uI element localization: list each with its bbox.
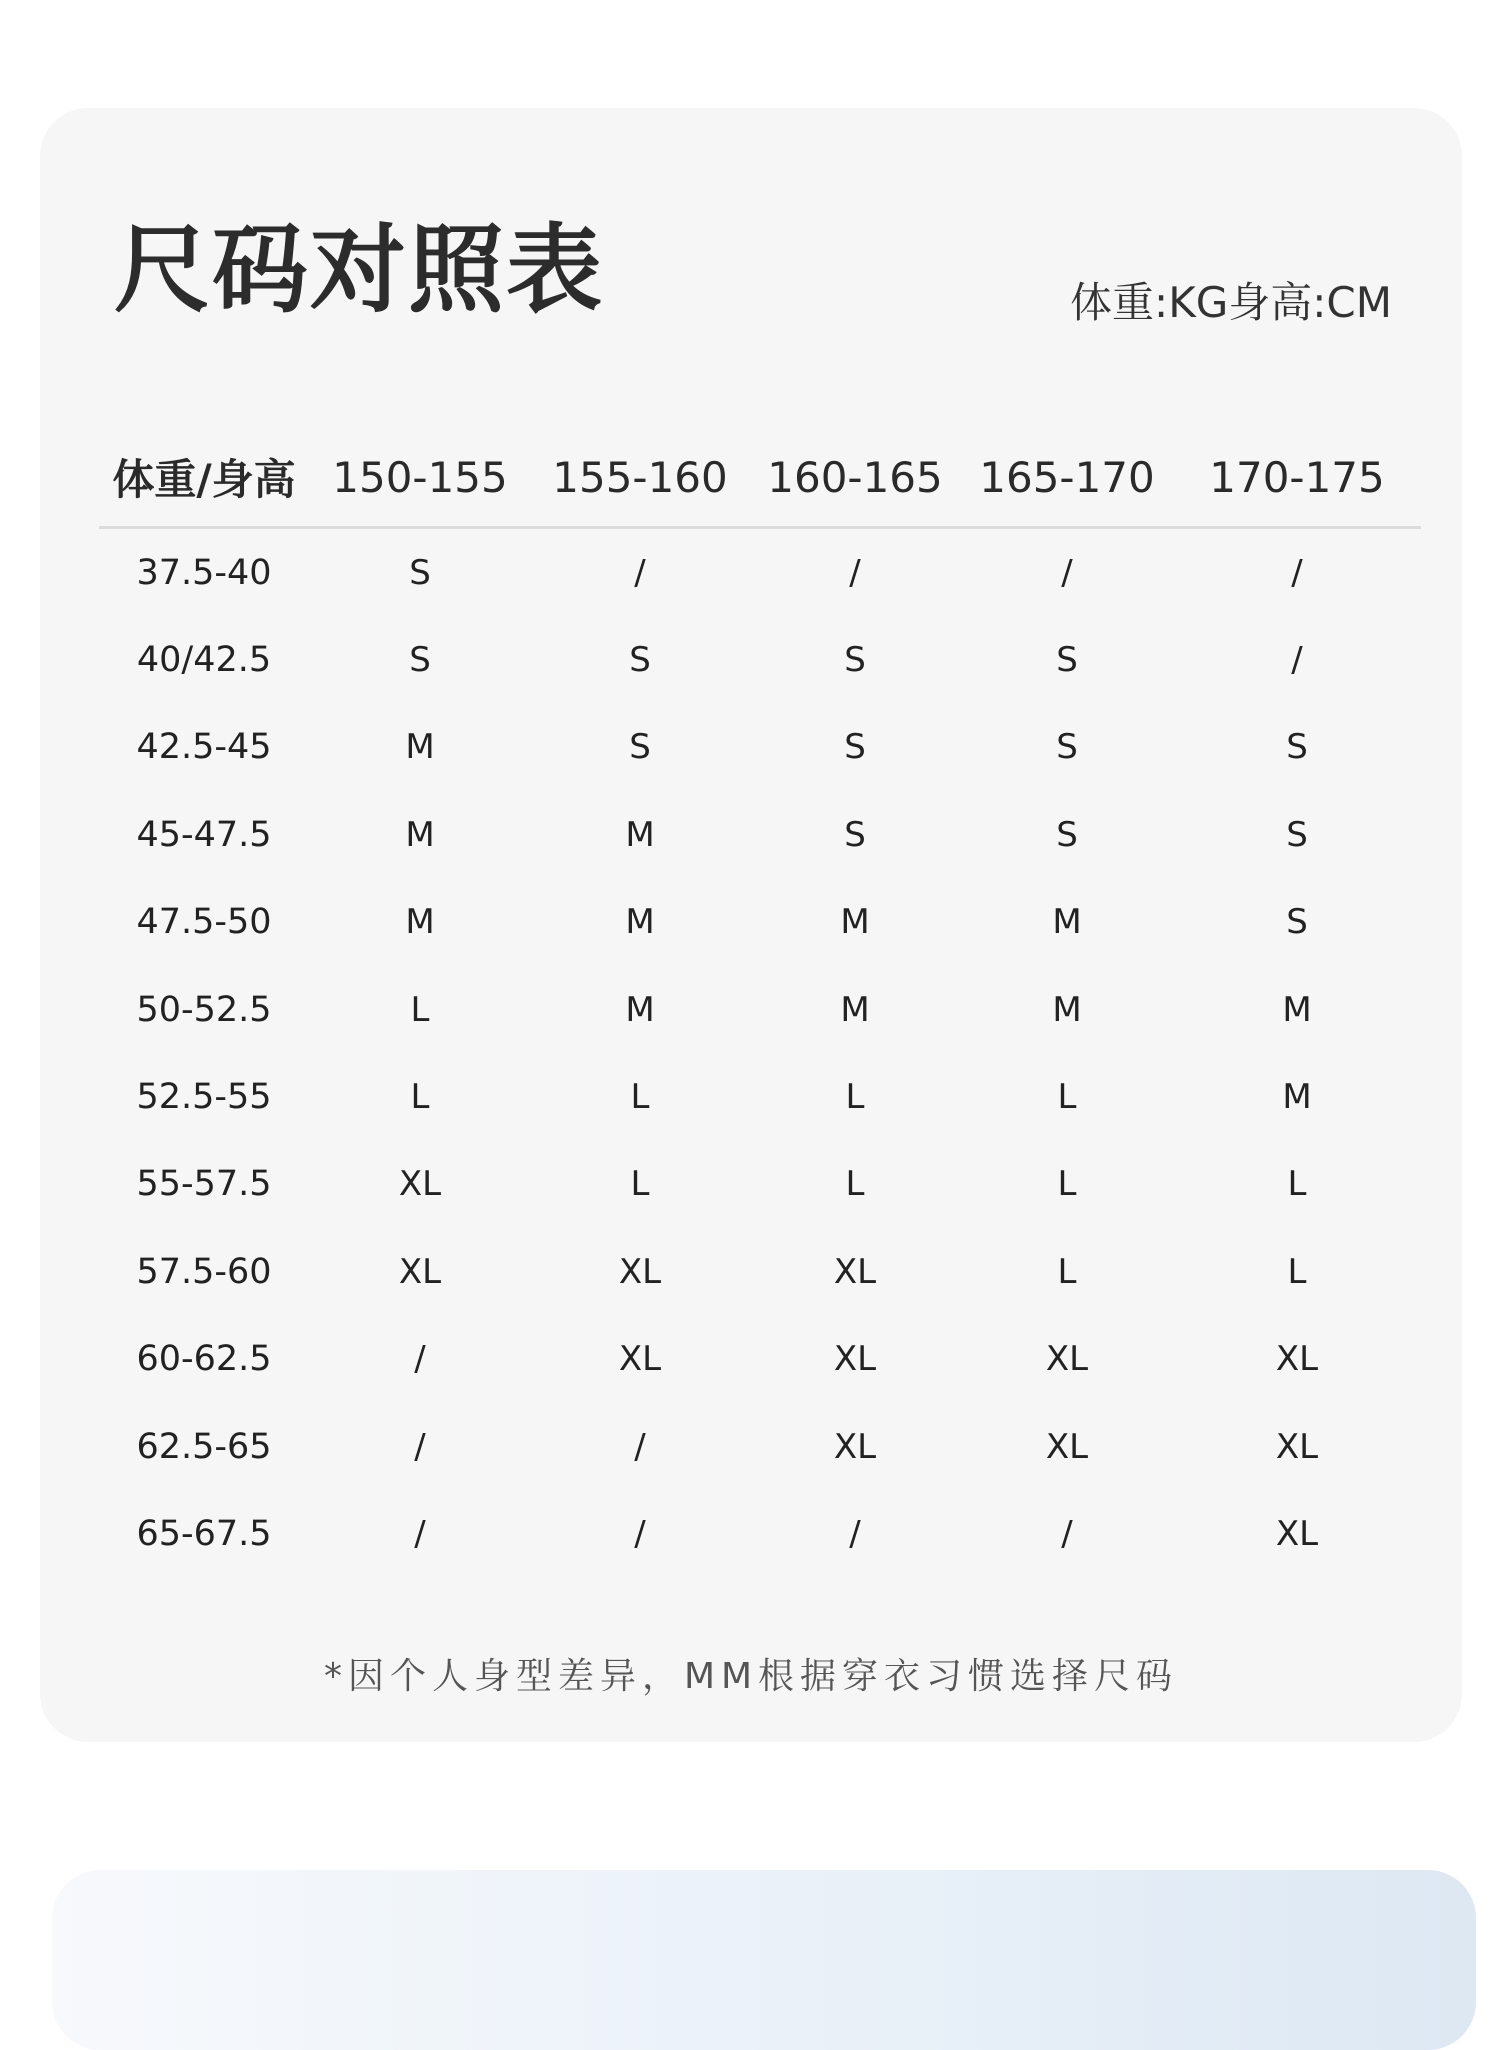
size-cell: / <box>849 552 861 593</box>
size-cell: S <box>1286 727 1308 768</box>
size-cell: / <box>1291 640 1303 681</box>
size-chart-card <box>40 108 1462 1742</box>
page-title: 尺码对照表 <box>114 214 604 326</box>
size-cell: / <box>634 1513 646 1554</box>
table-corner-header: 体重/身高 <box>99 428 309 528</box>
size-cell: S <box>1056 727 1078 768</box>
next-section-panel <box>52 1870 1476 2050</box>
size-cell: XL <box>833 1339 877 1380</box>
weight-cell: 60-62.5 <box>136 1339 272 1380</box>
height-header: 170-175 <box>1173 428 1421 528</box>
table-row <box>99 1490 1421 1577</box>
size-cell: S <box>844 814 866 855</box>
size-cell: XL <box>398 1164 442 1205</box>
weight-cell: 42.5-45 <box>136 727 272 768</box>
size-cell: / <box>1061 1513 1073 1554</box>
size-cell: / <box>414 1426 426 1467</box>
table-header-row <box>99 428 1421 528</box>
size-cell: / <box>414 1513 426 1554</box>
table-row <box>99 1403 1421 1490</box>
table-row <box>99 1316 1421 1403</box>
size-cell: M <box>1282 1077 1312 1118</box>
size-cell: XL <box>1275 1426 1319 1467</box>
height-header: 155-160 <box>531 428 749 528</box>
size-cell: L <box>845 1164 865 1205</box>
weight-cell: 57.5-60 <box>136 1251 272 1292</box>
table-row <box>99 704 1421 791</box>
size-cell: XL <box>1275 1513 1319 1554</box>
size-cell: M <box>1052 989 1082 1030</box>
weight-cell: 52.5-55 <box>136 1077 272 1118</box>
size-cell: S <box>844 640 866 681</box>
size-cell: S <box>844 727 866 768</box>
size-cell: M <box>625 814 655 855</box>
weight-cell: 65-67.5 <box>136 1513 272 1554</box>
size-table <box>99 428 1421 1578</box>
size-cell: XL <box>1275 1339 1319 1380</box>
size-cell: / <box>414 1339 426 1380</box>
table-row <box>99 1141 1421 1228</box>
size-cell: S <box>1056 814 1078 855</box>
size-cell: S <box>409 640 431 681</box>
size-cell: S <box>1286 902 1308 943</box>
weight-cell: 50-52.5 <box>136 989 272 1030</box>
size-cell: S <box>409 552 431 593</box>
size-cell: M <box>405 727 435 768</box>
size-cell: M <box>840 902 870 943</box>
size-cell: XL <box>618 1339 662 1380</box>
size-cell: L <box>1057 1164 1077 1205</box>
weight-cell: 47.5-50 <box>136 902 272 943</box>
table-row <box>99 1053 1421 1140</box>
table-row <box>99 879 1421 966</box>
size-cell: / <box>634 1426 646 1467</box>
size-cell: S <box>629 640 651 681</box>
size-cell: L <box>410 1077 430 1118</box>
size-cell: M <box>405 902 435 943</box>
size-cell: S <box>629 727 651 768</box>
size-cell: M <box>625 902 655 943</box>
size-cell: L <box>845 1077 865 1118</box>
size-cell: / <box>634 552 646 593</box>
size-cell: / <box>1291 552 1303 593</box>
size-cell: S <box>1286 814 1308 855</box>
size-cell: XL <box>398 1251 442 1292</box>
table-row <box>99 791 1421 878</box>
height-header: 160-165 <box>749 428 961 528</box>
table-row <box>99 966 1421 1053</box>
size-cell: L <box>630 1077 650 1118</box>
size-cell: L <box>410 989 430 1030</box>
weight-cell: 55-57.5 <box>136 1164 272 1205</box>
size-cell: M <box>625 989 655 1030</box>
table-row <box>99 1228 1421 1315</box>
size-cell: XL <box>618 1251 662 1292</box>
table-row <box>99 616 1421 703</box>
table-row <box>99 528 1421 617</box>
units-label: 体重:KG身高:CM <box>1070 278 1392 327</box>
size-cell: L <box>1287 1251 1307 1292</box>
height-header: 165-170 <box>961 428 1173 528</box>
size-cell: XL <box>833 1426 877 1467</box>
weight-cell: 45-47.5 <box>136 814 272 855</box>
size-cell: L <box>1057 1251 1077 1292</box>
size-cell: M <box>1282 989 1312 1030</box>
size-cell: / <box>1061 552 1073 593</box>
size-cell: M <box>840 989 870 1030</box>
size-cell: XL <box>833 1251 877 1292</box>
size-cell: M <box>1052 902 1082 943</box>
size-cell: M <box>405 814 435 855</box>
weight-cell: 37.5-40 <box>136 552 272 593</box>
size-cell: S <box>1056 640 1078 681</box>
weight-cell: 40/42.5 <box>136 640 272 681</box>
size-cell: / <box>849 1513 861 1554</box>
size-cell: L <box>1057 1077 1077 1118</box>
size-cell: XL <box>1045 1426 1089 1467</box>
size-cell: L <box>1287 1164 1307 1205</box>
size-cell: XL <box>1045 1339 1089 1380</box>
size-cell: L <box>630 1164 650 1205</box>
height-header: 150-155 <box>309 428 531 528</box>
weight-cell: 62.5-65 <box>136 1426 272 1467</box>
footnote: *因个人身型差异，MM根据穿衣习惯选择尺码 <box>323 1656 1179 1697</box>
